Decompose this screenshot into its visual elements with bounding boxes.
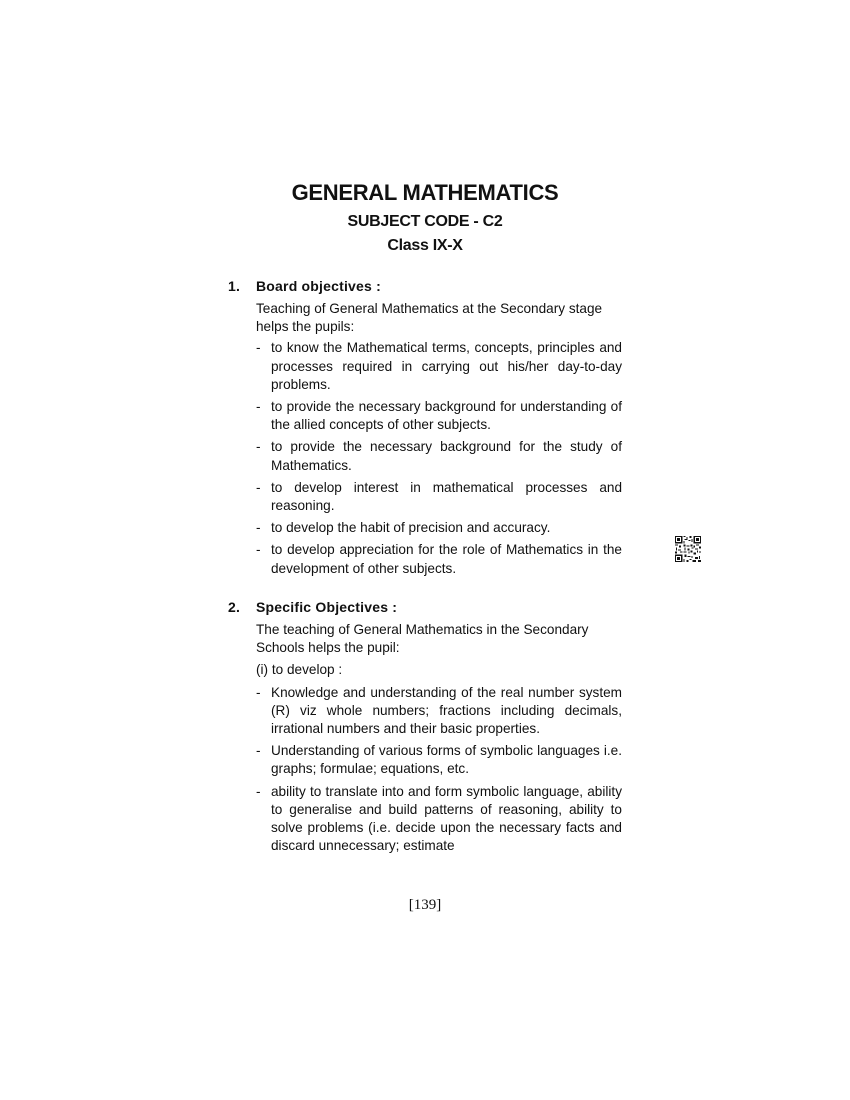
list-item [256,479,622,515]
list-item [256,783,622,856]
page-number: [139] [408,897,442,913]
section-body [256,300,622,578]
subject-code: SUBJECT CODE - C2 [347,213,503,230]
section-body [256,621,622,855]
section-number: 2. [228,599,241,615]
bullet-dash: - [256,783,261,799]
section-title: Specific Objectives : [256,599,398,615]
section-heading [228,599,622,621]
list-item [256,398,622,434]
list-item [256,339,622,394]
list-item-text: to provide the necessary background for the study of Mathematics. [271,439,622,473]
bullet-dash: - [256,479,261,495]
section-board-objectives [228,278,622,582]
bullet-dash: - [256,684,261,700]
list-item-text: to develop interest in mathematical processes and reasoning. [271,479,622,514]
list-item [256,438,622,474]
document-title: GENERAL MATHEMATICS [291,180,559,205]
list-item-text: ability to translate into and form symbolic language, ability to generalise and build patterns of reasoning, ability to solve problems (i.e. decide upon the necessary facts and discard unnecessary; estimate [271,783,622,854]
section-title: Board objectives : [256,278,381,294]
sub-intro: (i) to develop : [256,662,343,678]
section-specific-objectives [228,599,622,859]
class-label: Class IX-X [387,237,463,254]
bullet-dash: - [256,340,261,356]
list-item-text: Understanding of various forms of symbolic languages i.e. graphs; formulae; equations, etc. [271,743,622,777]
list-item [256,541,622,577]
qr-code-icon [675,536,701,562]
list-item [256,519,622,537]
section-intro: Teaching of General Mathematics at the Secondary stage helps the pupils: [256,301,603,335]
section-intro: The teaching of General Mathematics in the Secondary Schools helps the pupil: [256,622,589,656]
list-item-text: to develop appreciation for the role of Mathematics in the development of other subjects. [271,542,622,576]
bullet-dash: - [256,520,261,536]
bullet-dash: - [256,743,261,759]
section-heading [228,278,622,300]
section-number: 1. [228,278,241,294]
list-item [256,742,622,778]
list-item-text: to know the Mathematical terms, concepts, principles and processes required in carrying out his/her day-to-day problems. [271,340,622,392]
list-item-text: to provide the necessary background for understanding of the allied concepts of other subjects. [271,399,622,433]
bullet-dash: - [256,399,261,415]
bullet-dash: - [256,439,261,455]
list-item [256,684,622,739]
list-item-text: Knowledge and understanding of the real number system (R) viz whole numbers; fractions including decimals, irrational numbers and their basic properties. [271,684,622,737]
list-item-text: to develop the habit of precision and accuracy. [271,520,551,536]
bullet-dash: - [256,542,261,558]
